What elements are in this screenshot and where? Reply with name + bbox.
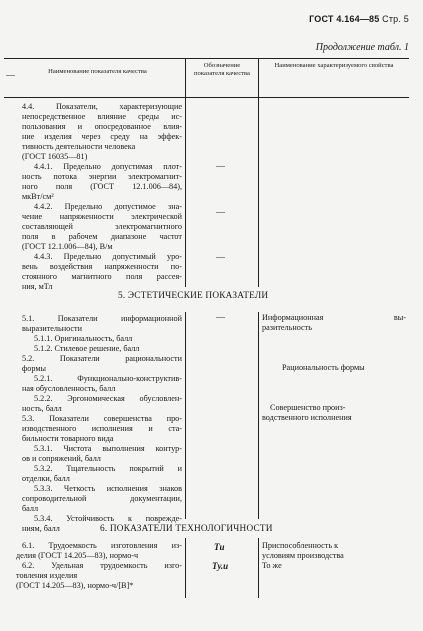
text-line: 4.4.2. Предельно допустимое зна- [34, 202, 182, 211]
text-line: Совершенство произ- [270, 403, 346, 412]
column-divider-1b [185, 312, 186, 519]
text-line: 5.3.3. Четкость исполнения знаков [34, 484, 182, 493]
text-line: ная обусловленность, балл [22, 384, 116, 393]
text-line: ние изделия через среду на эффек- [22, 132, 182, 141]
text-line: 5.2. Показатели рациональности [22, 354, 182, 363]
block3-text [16, 541, 182, 591]
text-line: делия (ГОСТ 14.205—83), нормо-ч [16, 551, 139, 560]
page-number: Стр. 5 [382, 14, 409, 24]
text-line: разительность [262, 323, 313, 332]
text-line: 6.1. Трудоемкость изготовления из- [22, 541, 182, 550]
text-line: мкВт/см² [22, 192, 54, 201]
text-line: ниям, балл [22, 524, 60, 533]
symbol-dash: — [216, 312, 225, 322]
text-line: 5.3. Показатели совершенства про- [22, 414, 182, 423]
symbol-labor-intensity: Tи [214, 542, 225, 552]
text-line: ов и сопряжений, балл [22, 454, 101, 463]
text-line: Приспособленность к [262, 541, 339, 550]
text-line: 4.4. Показатели, характеризующие [22, 102, 182, 111]
text-line: отделки, балл [22, 474, 70, 483]
text-line: непосредственное влияние среды ис- [22, 112, 182, 121]
symbol-specific-labor-intensity: Tу.и [212, 561, 229, 571]
text-line: изводственного исполнения и ста- [22, 424, 182, 433]
text-line: условиям производства [262, 551, 344, 560]
block3-property [262, 541, 406, 571]
text-line: ность, балл [22, 404, 62, 413]
text-line: ния, мТл [22, 282, 53, 291]
block2-property-3 [262, 403, 408, 423]
text-line: 6.2. Удельная трудоемкость изго- [22, 561, 182, 570]
text-line: бильности товарного вида [22, 434, 114, 443]
text-line: товления изделия [16, 571, 78, 580]
text-line: Информационная вы- [262, 313, 406, 322]
text-line: 5.1. Показатели информационной [22, 314, 182, 323]
text-line: выразительности [22, 324, 83, 333]
column-divider-1c [185, 538, 186, 598]
text-line: ного поля (ГОСТ 12.1.006—84), [22, 182, 182, 191]
table-header-bottom-rule [4, 97, 409, 98]
text-line: ность потока энергии электромагнит- [22, 172, 182, 181]
text-line: 4.4.1. Предельно допустимая плот- [34, 162, 182, 171]
text-line: (ГОСТ 16035—81) [22, 152, 88, 161]
text-line: То же [262, 561, 282, 570]
column-divider-2 [258, 58, 259, 287]
symbol-dash: — [216, 252, 225, 262]
text-line: 5.3.2. Тщательность покрытий и [34, 464, 182, 473]
text-line: балл [22, 504, 39, 513]
text-line: сопроводительной документации, [22, 494, 182, 503]
section-5-title: 5. ЭСТЕТИЧЕСКИЕ ПОКАЗАТЕЛИ [118, 291, 269, 301]
text-line: формы [22, 364, 47, 373]
table-top-rule [4, 58, 409, 59]
text-line: 5.2.2. Эргономическая обусловлен- [34, 394, 182, 403]
text-line: 5.2.1. Функционально-конструктив- [34, 374, 182, 383]
margin-mark: — [6, 70, 15, 80]
column-divider-2b [258, 312, 259, 519]
text-line: водственного исполнения [262, 413, 352, 422]
block1-text [22, 102, 182, 292]
text-line: поля в рабочем диапазоне частот [22, 232, 182, 241]
text-line: тивность деятельности человека [22, 142, 136, 151]
text-line: 5.1.2. Стилевое решение, балл [34, 344, 140, 353]
text-line: (ГОСТ 14.205—83), нормо-ч/[B]* [16, 581, 134, 590]
section-6-title: 6. ПОКАЗАТЕЛИ ТЕХНОЛОГИЧНОСТИ [100, 524, 273, 534]
table-continuation-label: Продолжение табл. 1 [315, 42, 409, 53]
column-header-symbol: Обозначение показателя качества [194, 62, 250, 77]
text-line: чение напряженности электрической [22, 212, 182, 221]
block2-property-2: Рациональность формы [282, 363, 365, 372]
doc-number: ГОСТ 4.164—85 [309, 14, 380, 24]
text-line: стоянного магнитного поля рассея- [22, 272, 182, 281]
text-line: (ГОСТ 12.1.006—84), В/м [22, 242, 113, 251]
text-line: вень воздействия напряженности по- [22, 262, 182, 271]
column-divider-1 [185, 58, 186, 287]
column-divider-2c [258, 538, 259, 598]
page-header [309, 14, 409, 24]
symbol-dash: — [216, 161, 225, 171]
text-line: 5.1.1. Оригинальность, балл [34, 334, 133, 343]
symbol-dash: — [216, 207, 225, 217]
block2-property-1 [262, 313, 406, 333]
text-line: пользования и опосредованное влия- [22, 122, 182, 131]
block2-text [22, 314, 182, 534]
column-header-property: Наименование характеризуемого свойства [274, 62, 394, 69]
text-line: 5.3.1. Чистота выполнения контур- [34, 444, 182, 453]
text-line: составляющей электромагнитного [22, 222, 182, 231]
text-line: 4.4.3. Предельно допустимый уро- [34, 252, 182, 261]
text-line: 5.3.4. Устойчивость к поврежде- [34, 514, 182, 523]
column-header-name: Наименование показателя качества [48, 68, 147, 75]
